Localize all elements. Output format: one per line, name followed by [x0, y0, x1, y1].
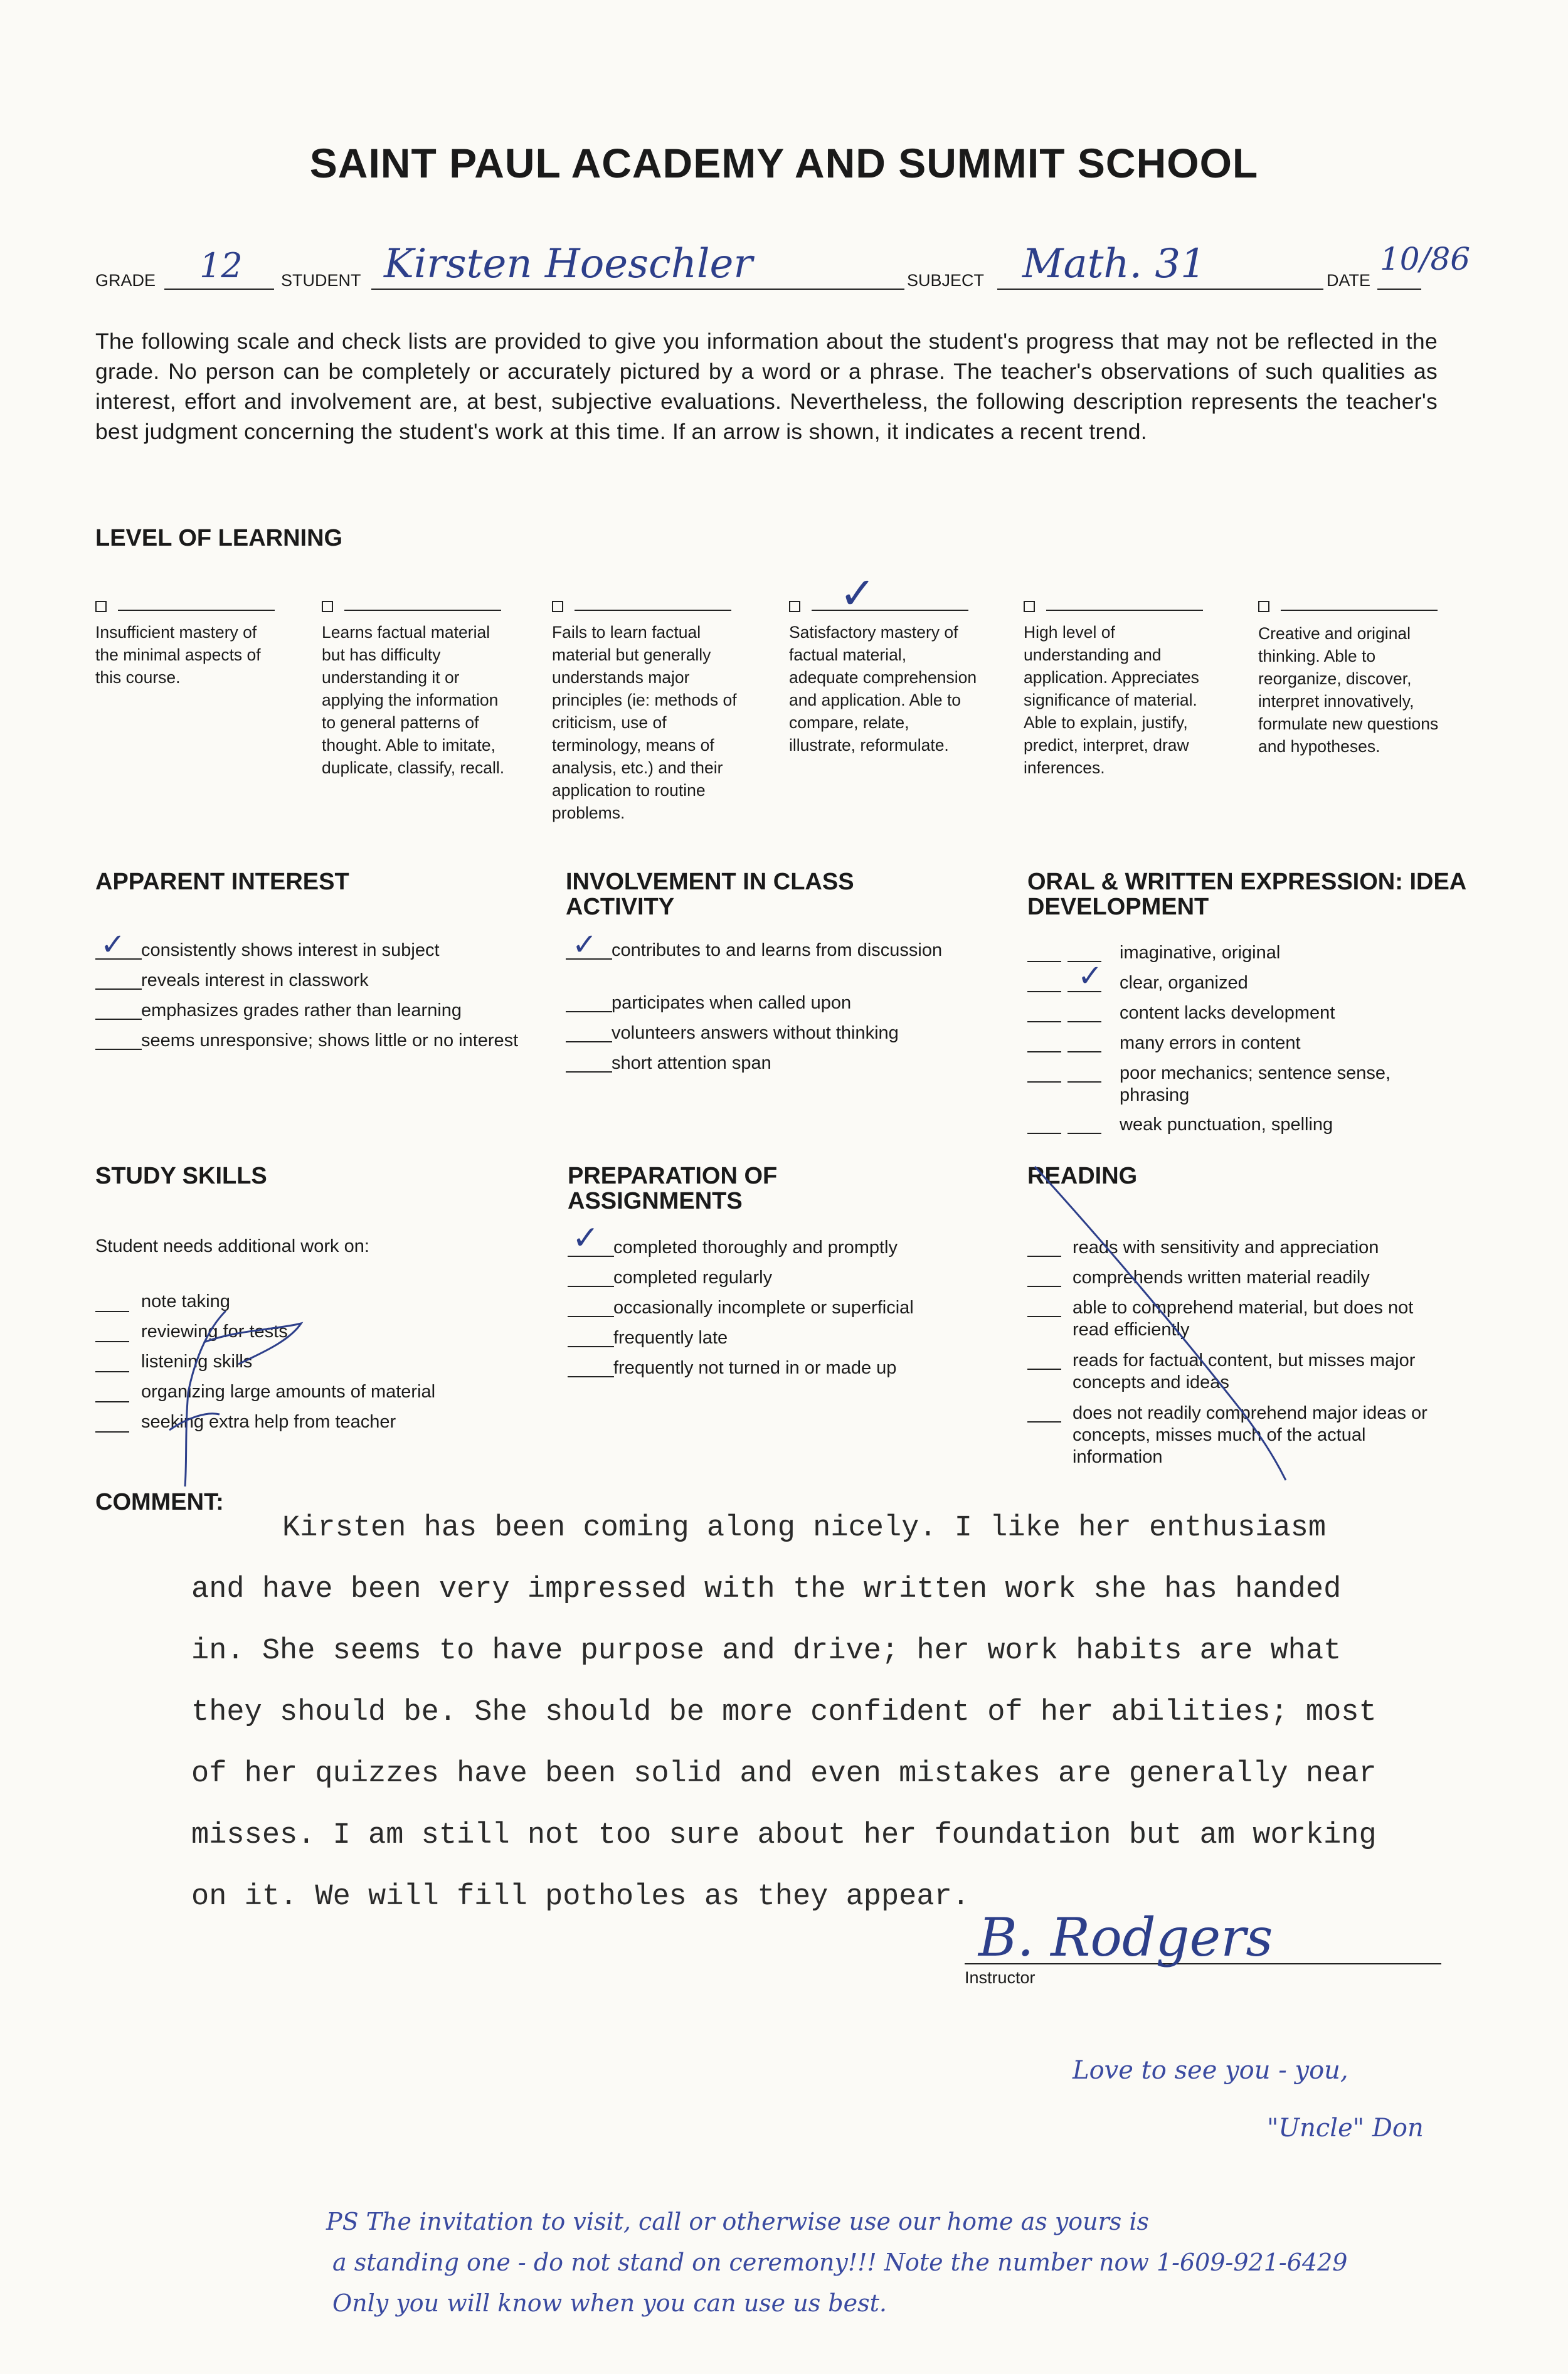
checklist-item: reads for factual content, but misses major concepts and ideas	[1073, 1350, 1416, 1392]
comment-line: Kirsten has been coming along nicely. I like her enthusiasm	[282, 1512, 1327, 1545]
comment-line: and have been very impressed with the written work she has handed	[191, 1573, 1342, 1606]
study-skills-heading: STUDY SKILLS	[95, 1163, 267, 1189]
involvement-heading: INVOLVEMENT IN CLASS ACTIVITY	[566, 869, 854, 920]
checklist-item: able to comprehend material, but does not read efficiently	[1073, 1298, 1414, 1340]
note-line: Love to see you - you,	[1073, 2056, 1348, 2085]
checklist-item: poor mechanics; sentence sense, phrasing	[1120, 1063, 1391, 1105]
checklist-item: weak punctuation, spelling	[1120, 1115, 1333, 1135]
date-label: DATE	[1327, 271, 1371, 290]
checklist-item: completed regularly	[613, 1268, 773, 1288]
comment-line: misses. I am still not too sure about her foundation but am working	[191, 1819, 1377, 1852]
school-title: SAINT PAUL ACADEMY AND SUMMIT SCHOOL	[309, 140, 1259, 186]
note-line: a standing one - do not stand on ceremony!!! Note the number now 1-609-921-6429	[332, 2249, 1348, 2276]
checklist-item: does not readily comprehend major ideas or concepts, misses much of the actual information	[1073, 1403, 1428, 1467]
subject-label: SUBJECT	[907, 271, 985, 290]
checklist-item: listening skills	[141, 1352, 253, 1372]
level-description: Learns factual material but has difficulty understanding it or applying the information to general patterns of thought. Able to imitate, duplicate, classify, recall.	[322, 623, 505, 777]
comment-line: in. She seems to have purpose and drive; her work habits are what	[191, 1635, 1342, 1668]
checklist-item: imaginative, original	[1120, 943, 1281, 963]
reading-heading: READING	[1027, 1163, 1138, 1189]
level-checkbox[interactable]	[552, 601, 563, 612]
checklist-item: emphasizes grades rather than learning	[141, 1000, 462, 1020]
instructor-signature: B. Rodgers	[978, 1907, 1273, 1968]
level-checkbox[interactable]	[322, 601, 333, 612]
handwritten-bracket-mark	[151, 1305, 326, 1493]
checklist-item: contributes to and learns from discussion	[612, 940, 943, 960]
apparent-interest-heading: APPARENT INTEREST	[95, 869, 349, 895]
comment-label: COMMENT:	[95, 1489, 224, 1515]
checklist-item: consistently shows interest in subject	[141, 940, 440, 960]
level-description: Insufficient mastery of the minimal aspects of this course.	[95, 623, 261, 687]
level-checkbox[interactable]	[95, 601, 107, 612]
checklist-item: reviewing for tests	[141, 1322, 288, 1342]
checklist-item: clear, organized	[1120, 973, 1248, 993]
subject-value: Math. 31	[1022, 241, 1206, 287]
level-checkbox[interactable]	[1258, 601, 1269, 612]
level-description: Fails to learn factual material but generally understands major principles (ie: methods of criticism, use of terminology, means of analysis, etc.) and their application to routine problems.	[552, 623, 737, 822]
checklist-item: reads with sensitivity and appreciation	[1073, 1237, 1379, 1258]
comment-line: they should be. She should be more confident of her abilities; most	[191, 1696, 1377, 1729]
comment-line: of her quizzes have been solid and even mistakes are generally near	[191, 1757, 1377, 1791]
intro-paragraph: The following scale and check lists are provided to give you information about the student's progress that may not be reflected in the grade. No person can be completely or accurately pictured by a word or a phrase. The teacher's observations of such qualities as interest, effort and involvement are, at best, subjective evaluations. Nevertheless, the following description represents the teacher's best judgment concerning the student's work at this time. If an arrow is shown, it indicates a recent trend.	[95, 329, 1438, 444]
checklist-item: many errors in content	[1120, 1033, 1301, 1053]
grade-value: 12	[199, 246, 243, 285]
checklist-item: frequently not turned in or made up	[613, 1358, 897, 1378]
checklist-item: note taking	[141, 1291, 230, 1312]
check-mark-icon: ✓	[100, 927, 126, 962]
oral-written-heading: ORAL & WRITTEN EXPRESSION: IDEA DEVELOPMENT	[1027, 869, 1466, 920]
checklist-item: reveals interest in classwork	[141, 970, 369, 990]
checklist-item: organizing large amounts of material	[141, 1382, 436, 1402]
check-mark-icon: ✓	[839, 568, 876, 619]
checklist-item: seeking extra help from teacher	[141, 1412, 396, 1432]
checklist-item: seems unresponsive; shows little or no interest	[141, 1031, 519, 1051]
checklist-item: short attention span	[612, 1053, 771, 1073]
grade-label: GRADE	[95, 271, 156, 290]
checklist-item: completed thoroughly and promptly	[613, 1237, 898, 1258]
instructor-label: Instructor	[965, 1968, 1036, 1987]
level-of-learning-heading: LEVEL OF LEARNING	[95, 525, 343, 551]
level-description: High level of understanding and application. Appreciates significance of material. Able to explain, justify, predict, interpret, draw inferences.	[1024, 623, 1199, 777]
level-description: Satisfactory mastery of factual material, adequate comprehension and application. Able to compare, relate, illustrate, reformulate.	[789, 623, 977, 755]
student-name: Kirsten Hoeschler	[384, 241, 753, 287]
date-value: 10/86	[1380, 241, 1471, 277]
checklist-item: occasionally incomplete or superficial	[613, 1298, 914, 1318]
level-checkbox[interactable]	[1024, 601, 1035, 612]
note-line: Only you will know when you can use us best.	[332, 2289, 887, 2317]
checklist-item: participates when called upon	[612, 993, 852, 1013]
level-description: Creative and original thinking. Able to reorganize, discover, interpret innovatively, formulate new questions and hypotheses.	[1258, 624, 1439, 756]
comment-line: on it. We will fill potholes as they appear.	[191, 1880, 970, 1914]
note-line: PS The invitation to visit, call or otherwise use our home as yours is	[326, 2208, 1150, 2235]
study-skills-intro: Student needs additional work on:	[95, 1236, 369, 1256]
check-mark-icon: ✓	[1078, 958, 1103, 994]
level-checkbox[interactable]	[789, 601, 800, 612]
handwritten-strike-line	[1022, 1160, 1323, 1486]
student-label: STUDENT	[281, 271, 361, 290]
checklist-item: volunteers answers without thinking	[612, 1023, 899, 1043]
checklist-item: frequently late	[613, 1328, 728, 1348]
check-mark-icon: ✓	[572, 927, 598, 962]
checklist-item: comprehends written material readily	[1073, 1268, 1370, 1288]
checklist-item: content lacks development	[1120, 1003, 1335, 1023]
preparation-heading: PREPARATION OF ASSIGNMENTS	[568, 1163, 778, 1214]
note-line: "Uncle" Don	[1267, 2114, 1424, 2143]
check-mark-icon: ✓	[572, 1219, 600, 1257]
